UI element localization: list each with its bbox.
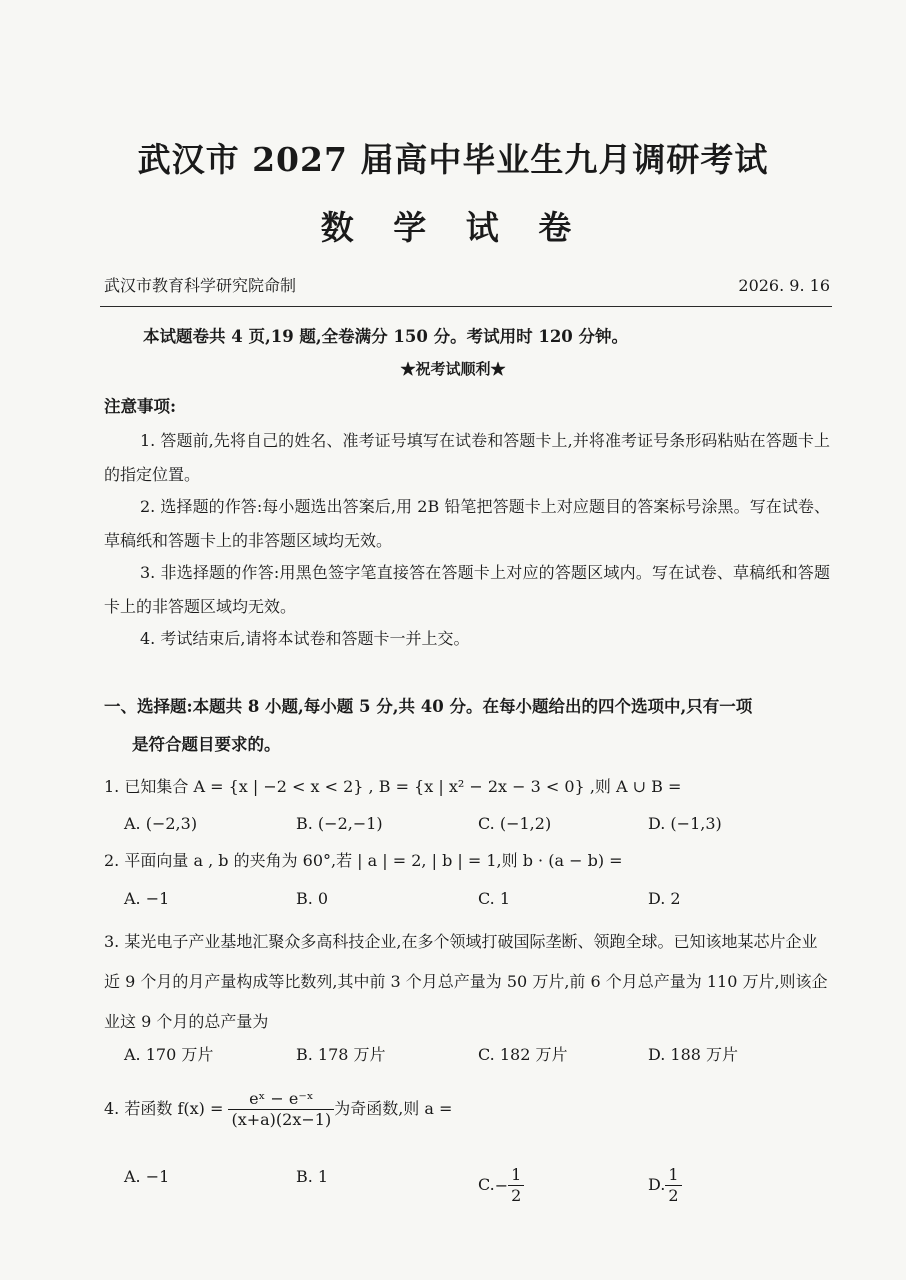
exam-title: 武汉市 2027 届高中毕业生九月调研考试 [137,140,769,179]
exam-info: 本试题卷共 4 页,19 题,全卷满分 150 分。考试用时 120 分钟。 [143,327,629,346]
question-4-fraction-numerator: eˣ − e⁻ˣ [228,1089,334,1110]
question-4-option-c-sign: − [494,1175,509,1195]
question-3-stem: 3. 某光电子产业基地汇聚众多高科技企业,在多个领域打破国际垄断、领跑全球。已知该地某芯片企业近 9 个月的月产量构成等比数列,其中前 3 个月总产量为 50 万片,前 6 个月总产量为 110 万片,则该企业这 9 个月的总产量为 [104,932,828,1031]
question-4-option-c-label: C. [478,1175,495,1194]
question-4-option-c-fraction [508,1165,524,1206]
question-3-option-d: D. 188 万片 [648,1045,739,1064]
section-heading-line2: 是符合题目要求的。 [132,735,281,754]
question-4-option-c [478,1160,524,1211]
question-4-option-d-denominator: 2 [668,1186,679,1205]
notice-item-3: 3. 非选择题的作答:用黑色签字笔直接答在答题卡上对应的答题区域内。写在试卷、草稿纸和答题卡上的非答题区域均无效。 [104,563,830,616]
question-1-stem: 1. 已知集合 A = {x | −2 < x < 2} , B = {x | x² − 2x − 3 < 0} ,则 A ∪ B = [104,777,682,796]
issuer: 武汉市教育科学研究院命制 [104,276,297,295]
question-1-options [124,807,844,841]
question-3-option-c: C. 182 万片 [478,1045,568,1064]
question-2-option-d: D. 2 [648,889,681,908]
question-4-stem [104,1086,830,1132]
question-1-option-b: B. (−2,−1) [296,814,383,833]
question-4-stem-suffix: 为奇函数,则 a = [334,1099,453,1118]
question-4-option-c-denominator: 2 [511,1186,522,1205]
question-4-options [124,1160,844,1210]
question-2-options [124,882,844,916]
exam-date: 2026. 9. 16 [738,276,830,295]
notice-item-2: 2. 选择题的作答:每小题选出答案后,用 2B 铅笔把答题卡上对应题目的答案标号涂黑。写在试卷、草稿纸和答题卡上的非答题区域均无效。 [104,497,830,550]
question-4-stem-prefix: 4. 若函数 f(x) = [104,1099,224,1118]
question-1-option-a: A. (−2,3) [124,814,198,833]
question-4-option-d [648,1160,682,1210]
question-2-stem: 2. 平面向量 a , b 的夹角为 60°,若 | a | = 2, | b | = 1,则 b · (a − b) = [104,851,623,870]
question-4-option-d-fraction [665,1165,681,1206]
notice-heading: 注意事项: [104,397,177,416]
good-luck-line: ★祝考试顺利★ [400,360,506,378]
section-heading-line1: 一、选择题:本题共 8 小题,每小题 5 分,共 40 分。在每小题给出的四个选项中,只有一项 [104,697,753,716]
question-1-option-c: C. (−1,2) [478,814,552,833]
question-3-option-b: B. 178 万片 [296,1045,386,1064]
question-3-option-a: A. 170 万片 [124,1045,214,1064]
question-4-option-d-numerator: 1 [665,1165,681,1186]
question-4-option-c-numerator: 1 [508,1165,524,1186]
question-4-fraction-denominator: (x+a)(2x−1) [231,1110,332,1129]
header-divider [100,306,832,307]
question-4-option-b: B. 1 [296,1167,329,1186]
notice-item-4: 4. 考试结束后,请将本试卷和答题卡一并上交。 [140,629,470,648]
question-2-option-c: C. 1 [478,889,511,908]
question-2-option-b: B. 0 [296,889,329,908]
question-1-option-d: D. (−1,3) [648,814,722,833]
notice-item-1: 1. 答题前,先将自己的姓名、准考证号填写在试卷和答题卡上,并将准考证号条形码粘贴在答题卡上的指定位置。 [104,431,830,484]
question-3-options [124,1038,844,1072]
question-4-option-a: A. −1 [124,1167,170,1186]
section-heading [104,688,830,764]
question-4-fraction [228,1089,334,1130]
exam-subtitle: 数 学 试 卷 [320,208,586,247]
question-4-option-d-label: D. [648,1175,666,1194]
question-2-option-a: A. −1 [124,889,170,908]
